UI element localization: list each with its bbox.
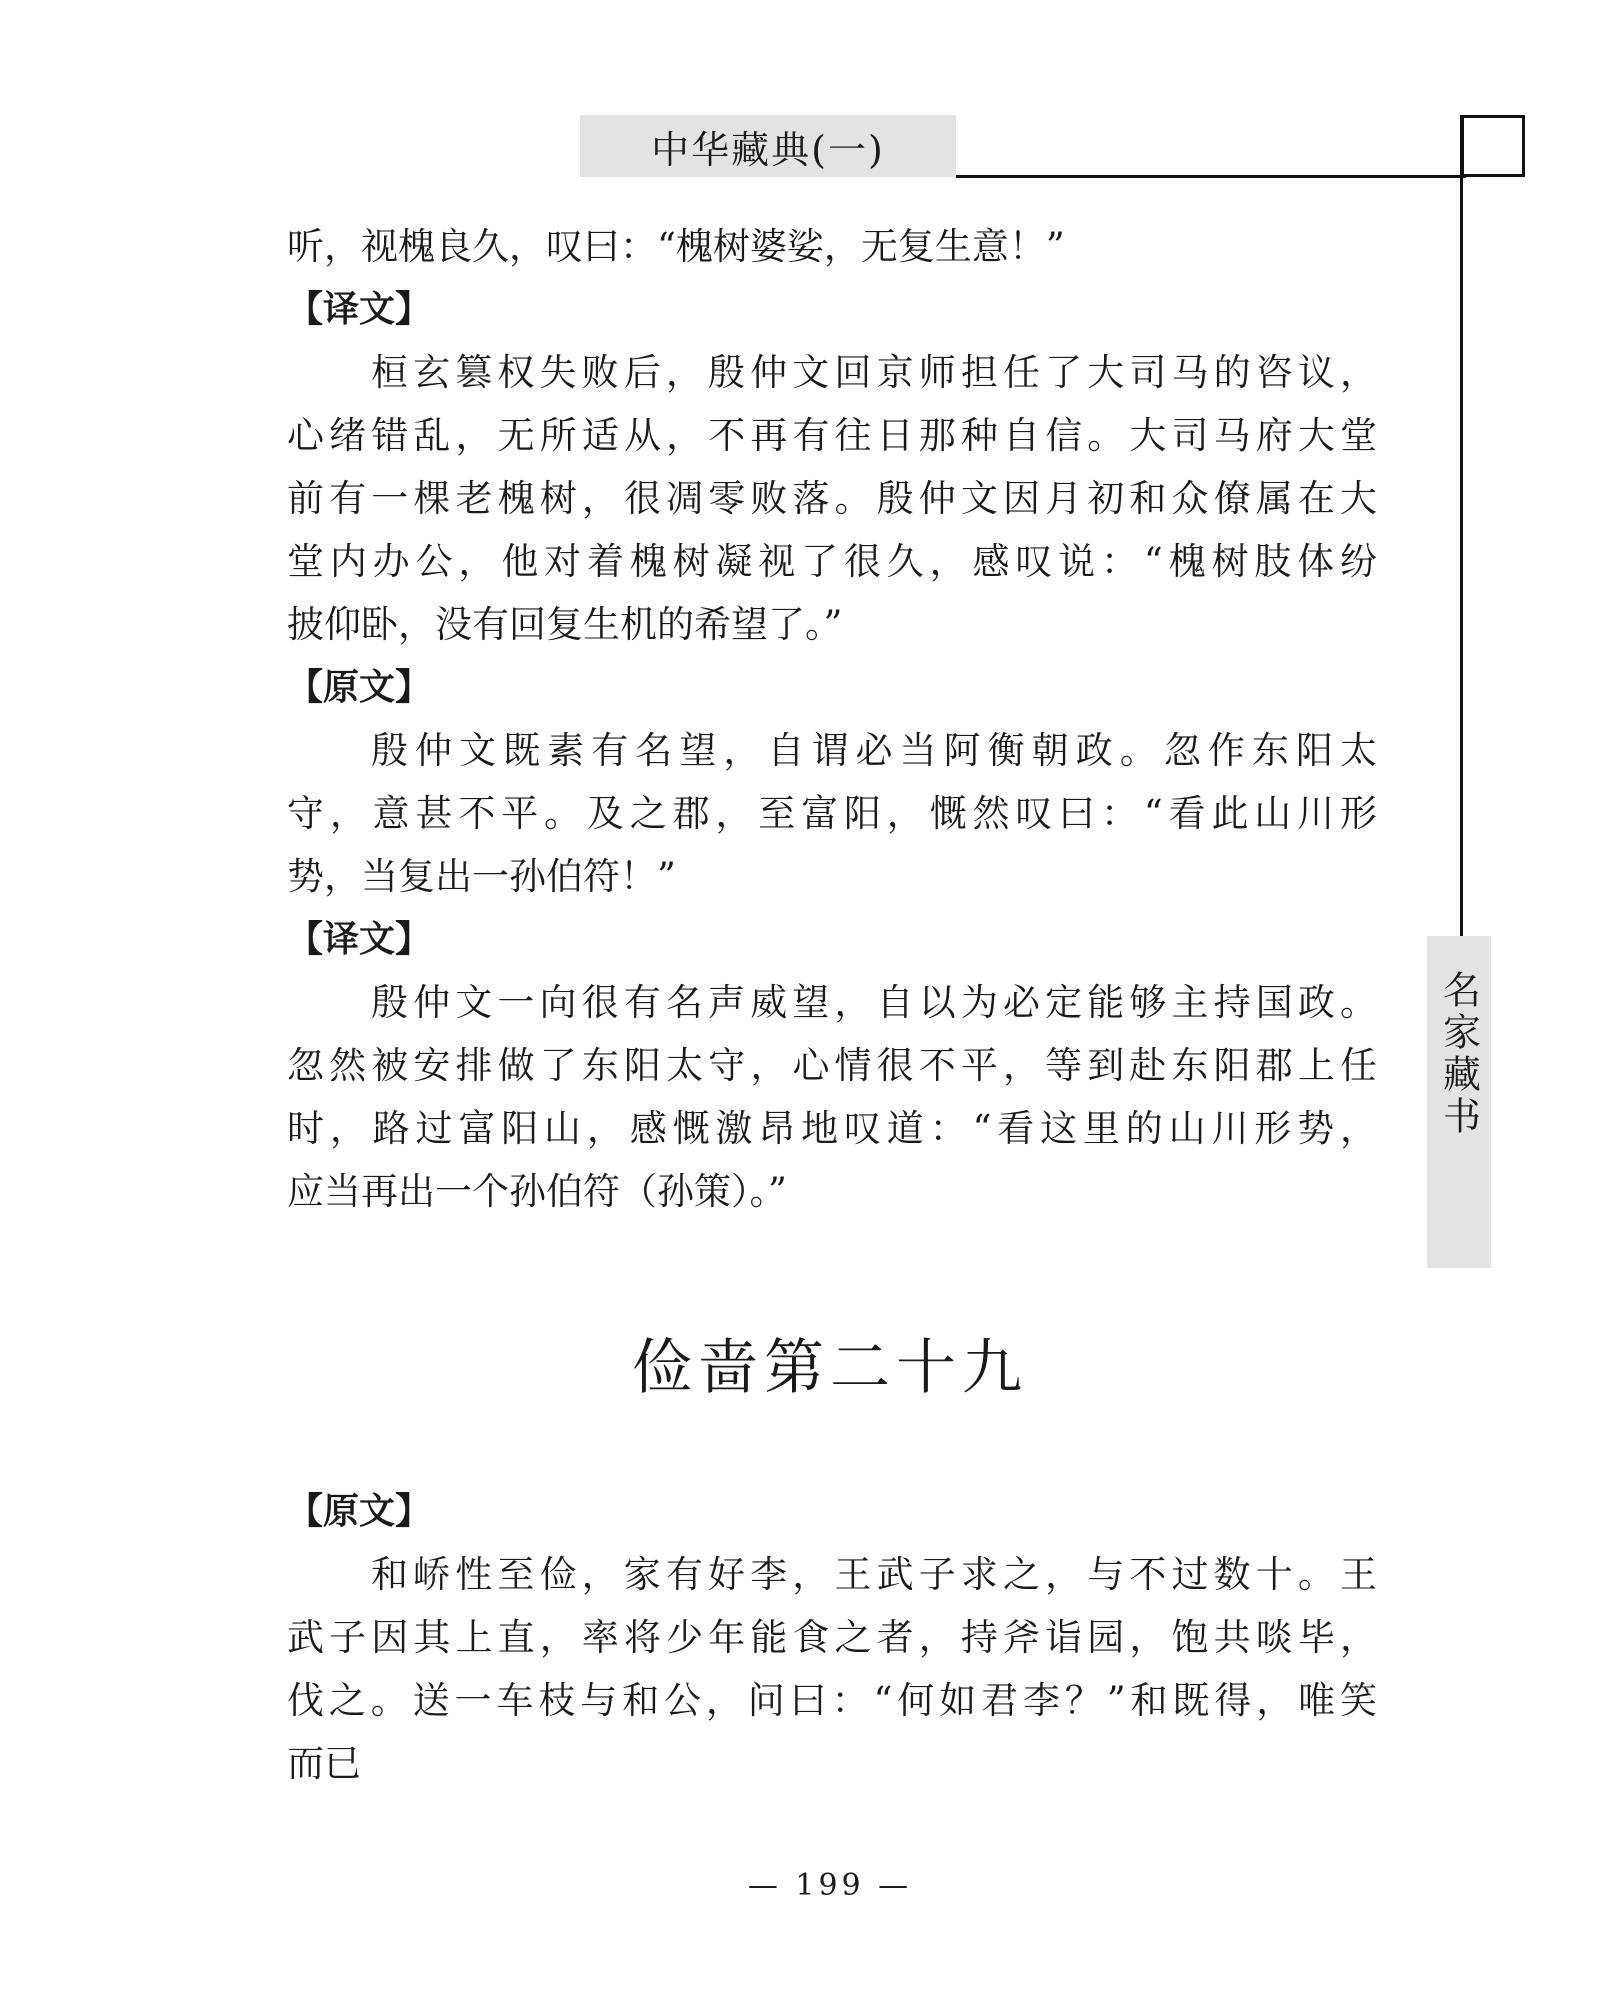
text-line: 伐之。送一车枝与和公，问曰：“何如君李？”和既得，唯笑 [287,1679,1377,1722]
text-line: 前有一棵老槐树，很凋零败落。殷仲文因月初和众僚属在大 [287,477,1377,520]
text-line: 听，视槐良久，叹曰：“槐树婆娑，无复生意！” [287,225,1065,268]
side-tab [1427,936,1491,1268]
section-label-yuanwen: 【原文】 [287,667,432,708]
text-line: 桓玄篡权失败后，殷仲文回京师担任了大司马的咨议， [371,351,1377,394]
text-line: 披仰卧，没有回复生机的希望了。” [287,603,843,646]
bottom-text-block [287,1480,1377,1795]
text-line: 势，当复出一孙伯符！” [287,855,676,898]
top-text-block [287,215,1377,1223]
text-line: 武子因其上直，率将少年能食之者，持斧诣园，饱共啖毕， [287,1616,1377,1659]
book-title-tab [580,115,956,177]
text-line: 而已 [287,1742,361,1785]
section-label-yiwen: 【译文】 [287,919,432,960]
book-title: 中华藏典(一) [651,127,885,172]
text-line: 和峤性至俭，家有好李，王武子求之，与不过数十。王 [371,1553,1377,1596]
page-number: — 199 — [747,1868,913,1903]
chapter-title: 俭啬第二十九 [632,1333,1028,1403]
text-line: 守，意甚不平。及之郡，至富阳，慨然叹曰：“看此山川形 [287,792,1377,835]
text-line: 堂内办公，他对着槐树凝视了很久，感叹说：“槐树肢体纷 [287,540,1377,583]
text-line: 殷仲文一向很有名声威望，自以为必定能够主持国政。 [371,981,1377,1024]
header-rule [956,175,1466,178]
text-line: 心绪错乱，无所适从，不再有往日那种自信。大司马府大堂 [287,414,1377,457]
margin-vertical-rule [1460,115,1463,937]
text-line: 忽然被安排做了东阳太守，心情很不平，等到赴东阳郡上任 [287,1044,1377,1087]
section-label-yiwen: 【译文】 [287,289,432,330]
text-line: 时，路过富阳山，感慨激昂地叹道：“看这里的山川形势， [287,1107,1377,1150]
header-corner-box [1461,115,1525,177]
side-tab-label: 名家藏书 [1436,970,1481,1138]
section-label-yuanwen: 【原文】 [287,1491,432,1532]
text-line: 殷仲文既素有名望，自谓必当阿衡朝政。忽作东阳太 [371,729,1377,772]
text-line: 应当再出一个孙伯符（孙策）。” [287,1170,787,1213]
